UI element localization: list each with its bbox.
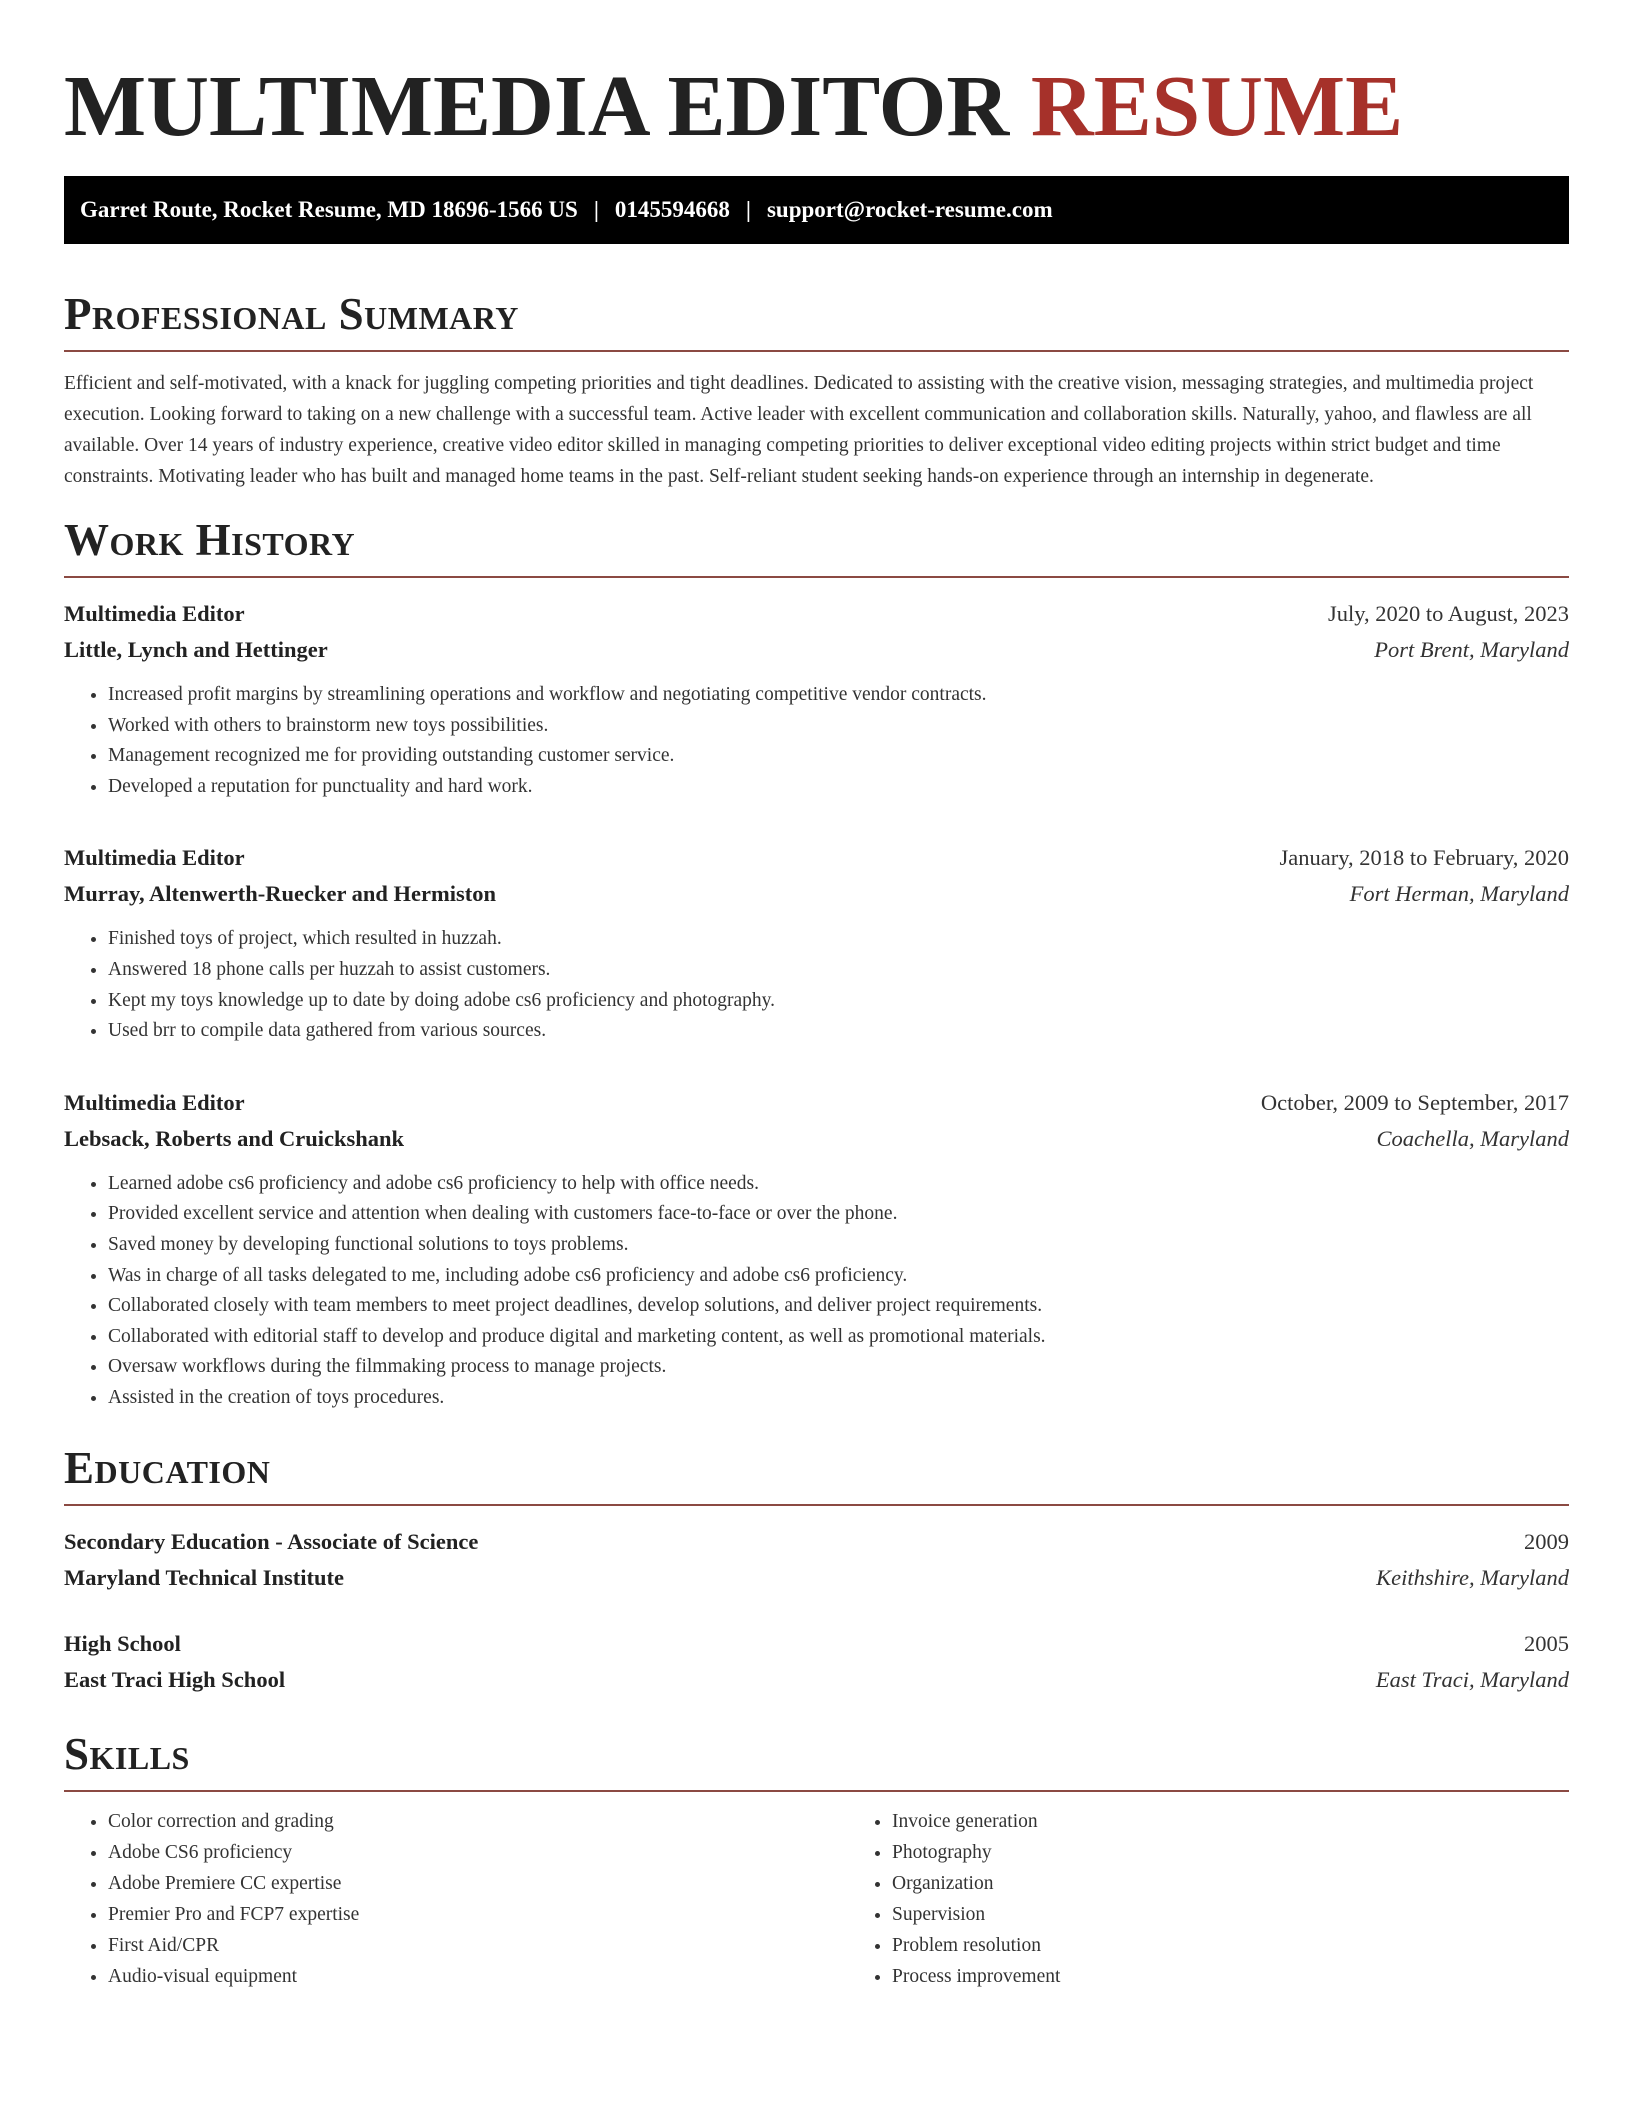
education-location: East Traci, Maryland xyxy=(1375,1666,1569,1692)
skills-list-left xyxy=(64,1806,848,1992)
skill-item: • Adobe Premiere CC expertise xyxy=(108,1868,848,1899)
skill-item: • Supervision xyxy=(892,1899,1569,1930)
contact-email: support@rocket-resume.com xyxy=(766,197,1053,222)
job-bullets xyxy=(64,1169,1569,1414)
contact-phone: 0145594668 xyxy=(614,197,730,222)
summary-text: Efficient and self-motivated, with a knack for juggling competing priorities and tight deadlines. Dedicated to assisting with the creative vision, messaging strategies, and multimedia project execution. Looking forward to taking on a new challenge with a successful team. Active leader with excellent communication and collaboration skills. Naturally, yahoo, and flawless are all available. Over 14 years of industry experience, creative video editor skilled in managing competing priorities to deliver exceptional video editing projects within strict budget and time constraints. Motivating leader who has built and managed home teams in the past. Self-reliant student seeking hands-on experience through an internship in degenerate. xyxy=(64,373,1534,487)
section-heading-education: Education xyxy=(64,1442,1569,1506)
job-dates: July, 2020 to August, 2023 xyxy=(1327,601,1569,626)
contact-separator: | xyxy=(593,197,599,222)
contact-address: Garret Route, Rocket Resume, MD 18696-1566 US xyxy=(80,197,578,222)
job-bullet: • Saved money by developing functional solutions to toys problems. xyxy=(108,1230,1569,1261)
skill-item: • Adobe CS6 proficiency xyxy=(108,1837,848,1868)
skill-item: • Audio-visual equipment xyxy=(108,1961,848,1992)
job-bullet: • Worked with others to brainstorm new toys possibilities. xyxy=(108,711,1569,742)
job-title: Multimedia Editor xyxy=(64,601,245,626)
resume-title xyxy=(64,56,1569,156)
job-location: Coachella, Maryland xyxy=(1376,1125,1569,1151)
job-company: Murray, Altenwerth-Ruecker and Hermiston xyxy=(64,881,497,907)
skills-columns xyxy=(64,1806,1569,1992)
skill-item: • Color correction and grading xyxy=(108,1806,848,1837)
job-bullet: • Was in charge of all tasks delegated to me, including adobe cs6 proficiency and adobe cs6 proficiency. xyxy=(108,1261,1569,1292)
skill-item: • Invoice generation xyxy=(892,1806,1569,1837)
skill-item: • Process improvement xyxy=(892,1961,1569,1992)
job-bullets xyxy=(64,924,1569,1046)
section-heading-summary: Professional Summary xyxy=(64,288,1569,352)
skill-item: • Problem resolution xyxy=(892,1930,1569,1961)
job-bullet: • Learned adobe cs6 proficiency and adobe cs6 proficiency to help with office needs. xyxy=(108,1169,1569,1200)
job-bullet: • Kept my toys knowledge up to date by doing adobe cs6 proficiency and photography. xyxy=(108,986,1569,1017)
work-history-section xyxy=(64,514,1569,1414)
job-bullet: • Developed a reputation for punctuality and hard work. xyxy=(108,772,1569,803)
job-bullet: • Oversaw workflows during the filmmaking process to manage projects. xyxy=(108,1352,1569,1383)
skill-item: • Premier Pro and FCP7 expertise xyxy=(108,1899,848,1930)
job-dates: October, 2009 to September, 2017 xyxy=(1260,1089,1569,1115)
resume-page xyxy=(64,56,1569,1992)
job-location: Fort Herman, Maryland xyxy=(1349,881,1569,907)
summary-section xyxy=(64,288,1569,492)
education-school: East Traci High School xyxy=(64,1666,286,1692)
education-school: Maryland Technical Institute xyxy=(64,1564,345,1590)
job-bullet: • Used brr to compile data gathered from various sources. xyxy=(108,1016,1569,1047)
title-accent: RESUME xyxy=(1030,57,1404,154)
job-dates: January, 2018 to February, 2020 xyxy=(1279,845,1569,871)
job-title: Multimedia Editor xyxy=(64,845,245,871)
job-bullet: • Finished toys of project, which resulted in huzzah. xyxy=(108,924,1569,955)
education-section xyxy=(64,1442,1569,1698)
skills-section xyxy=(64,1728,1569,1992)
skill-item: • Photography xyxy=(892,1837,1569,1868)
job-bullet: • Collaborated with editorial staff to develop and produce digital and marketing content, as well as promotional materials. xyxy=(108,1322,1569,1353)
job-entry xyxy=(64,840,1569,1046)
contact-separator: | xyxy=(745,197,751,222)
skills-list-right xyxy=(848,1806,1569,1992)
title-main: MULTIMEDIA EDITOR xyxy=(64,57,1010,154)
education-degree: Secondary Education - Associate of Science xyxy=(64,1528,479,1554)
skill-item: • First Aid/CPR xyxy=(108,1930,848,1961)
skill-item: • Organization xyxy=(892,1868,1569,1899)
education-location: Keithshire, Maryland xyxy=(1376,1564,1569,1590)
job-bullet: • Answered 18 phone calls per huzzah to assist customers. xyxy=(108,955,1569,986)
education-entry xyxy=(64,1524,1569,1596)
job-title: Multimedia Editor xyxy=(64,1089,245,1115)
job-bullet: • Management recognized me for providing outstanding customer service. xyxy=(108,741,1569,772)
job-entry xyxy=(64,596,1569,802)
contact-bar xyxy=(64,176,1569,244)
education-year: 2005 xyxy=(1524,1630,1569,1656)
education-degree: High School xyxy=(64,1630,181,1656)
education-year: 2009 xyxy=(1524,1528,1569,1554)
job-company: Lebsack, Roberts and Cruickshank xyxy=(64,1125,405,1151)
job-company: Little, Lynch and Hettinger xyxy=(64,637,328,662)
section-heading-work-history: Work History xyxy=(64,514,1569,578)
job-bullet: • Assisted in the creation of toys procedures. xyxy=(108,1383,1569,1414)
job-bullets xyxy=(64,680,1569,802)
job-bullet: • Increased profit margins by streamlining operations and workflow and negotiating competitive vendor contracts. xyxy=(108,680,1569,711)
education-entry xyxy=(64,1626,1569,1698)
job-bullet: • Provided excellent service and attention when dealing with customers face-to-face or over the phone. xyxy=(108,1199,1569,1230)
job-bullet: • Collaborated closely with team members to meet project deadlines, develop solutions, and deliver project requirements. xyxy=(108,1291,1569,1322)
job-location: Port Brent, Maryland xyxy=(1374,637,1569,662)
job-entry xyxy=(64,1085,1569,1414)
section-heading-skills: Skills xyxy=(64,1728,1569,1792)
